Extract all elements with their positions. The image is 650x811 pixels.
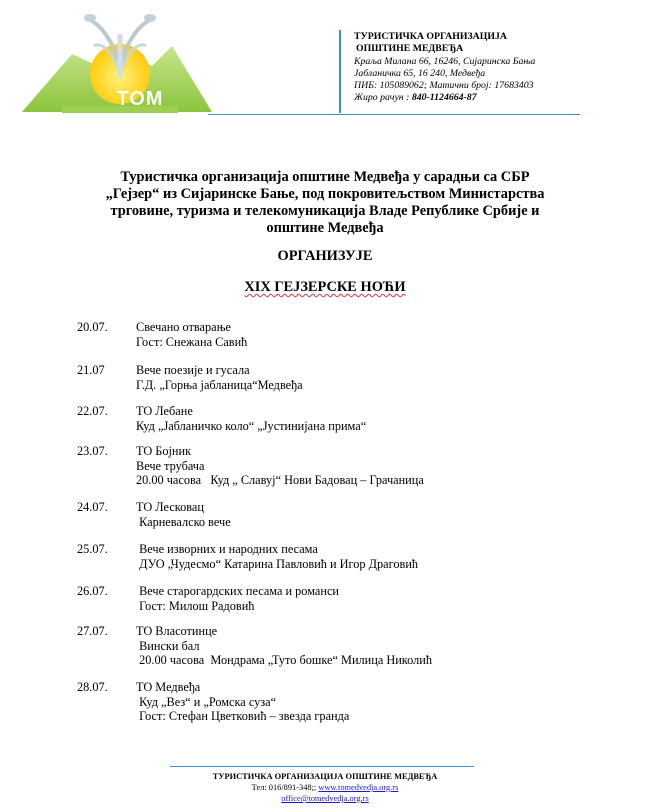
tax-ids: ПИБ: 105089062; Матични број: 17683403 <box>354 80 534 92</box>
organization-info <box>354 31 535 105</box>
program-date: 24.07. <box>77 500 108 514</box>
program-line: Вински бал <box>136 638 200 653</box>
account-number: 840-1124664-87 <box>411 92 477 104</box>
program-date: 23.07. <box>77 444 108 458</box>
org-name-line2: ОПШТИНЕ МЕДВЕЂА <box>356 43 464 55</box>
footer-phone: Тел: 016/891-348;; <box>251 783 319 792</box>
footer-rule <box>170 766 474 767</box>
account-label: Жиро рачун : <box>354 92 412 104</box>
program-details <box>136 542 418 571</box>
address-line2: Јабланичка 65, 16 240, Медвеђа <box>354 67 486 79</box>
org-name-line1: ТУРИСТИЧКА ОРГАНИЗАЦИЈА <box>354 31 507 42</box>
program-date: 22.07. <box>77 404 108 418</box>
program-details <box>136 320 247 349</box>
program-line: ТО Власотинце <box>136 624 218 638</box>
program-line: Куд „Јабланичко коло“ „Јустинијана прима“ <box>136 418 367 433</box>
organizes-heading: ОРГАНИЗУЈЕ <box>277 248 373 264</box>
program-details <box>136 404 366 433</box>
logo-text: ТОМ <box>116 88 164 110</box>
program-date: 20.07. <box>77 320 108 334</box>
program-line: Г.Д. „Горња јабланица“Медвеђа <box>136 377 303 392</box>
program-line: ТО Лебане <box>136 404 193 418</box>
program-details <box>136 680 349 724</box>
header-rule <box>208 114 580 115</box>
address-line1: Краља Милана 66, 16246, Сијаринска Бања <box>354 55 536 67</box>
event-title <box>0 279 650 296</box>
program-line: Вече изворних и народних песама <box>136 542 318 556</box>
event-title-text: XIX ГЕЈЗЕРСКЕ НОЋИ <box>244 279 406 295</box>
tom-logo <box>22 6 212 114</box>
footer-contact <box>0 782 650 793</box>
program-line: Гост: Снежана Савић <box>136 334 248 349</box>
program-line: Гост: Милош Радовић <box>136 598 255 613</box>
program-line: 20.00 часова Мондрама „Туто бошке“ Милица Николић <box>136 653 433 667</box>
program-line: ТО Бојник <box>136 444 192 458</box>
intro-line: општине Медвеђа <box>266 220 384 236</box>
header-divider <box>339 30 341 113</box>
program-line: Гост: Стефан Цветковић – звезда гранда <box>136 709 350 723</box>
intro-paragraph <box>90 169 560 237</box>
intro-line: трговине, туризма и телекомуникација Владе Републике Србије и <box>110 203 540 219</box>
program-details <box>136 444 424 488</box>
program-line: Свечано отварање <box>136 320 231 334</box>
program-details <box>136 584 339 613</box>
program-line: Вече трубача <box>136 458 205 473</box>
program-date: 25.07. <box>77 542 108 556</box>
program-line: 20.00 часова Куд „ Славуј“ Нови Бадовац – Грачаница <box>136 473 424 487</box>
bank-account <box>354 92 535 104</box>
program-line: Карневалско вече <box>136 514 231 529</box>
intro-line: Туристичка организација општине Медвеђа у сарадњи са СБР <box>120 169 530 185</box>
program-date: 21.07 <box>77 363 105 377</box>
footer-email-row <box>0 793 650 804</box>
program-line: Куд „Вез“ и „Ромска суза“ <box>136 694 277 709</box>
program-details <box>136 363 303 392</box>
program-line: Вече старогардских песама и романси <box>136 584 339 598</box>
intro-line: „Гејзер“ из Сијаринске Бање, под покровитељством Министарства <box>105 186 545 202</box>
footer-org: ТУРИСТИЧКА ОРГАНИЗАЦИЈА ОПШТИНЕ МЕДВЕЂА <box>212 772 438 781</box>
program-details <box>136 624 432 668</box>
program-date: 26.07. <box>77 584 108 598</box>
footer <box>0 771 650 804</box>
program-date: 27.07. <box>77 624 108 638</box>
email-link[interactable]: office@tomedvedja.org.rs <box>281 794 369 803</box>
program-date: 28.07. <box>77 680 108 694</box>
website-link[interactable]: www.tomedvedja.org.rs <box>318 783 399 792</box>
program-line: ТО Лесковац <box>136 500 204 514</box>
program-details <box>136 500 231 529</box>
program-line: ТО Медвеђа <box>136 680 201 694</box>
program-line: ДУО „Чудесмо“ Катарина Павловић и Игор Драговић <box>136 556 419 571</box>
program-line: Вече поезије и гусала <box>136 363 250 377</box>
